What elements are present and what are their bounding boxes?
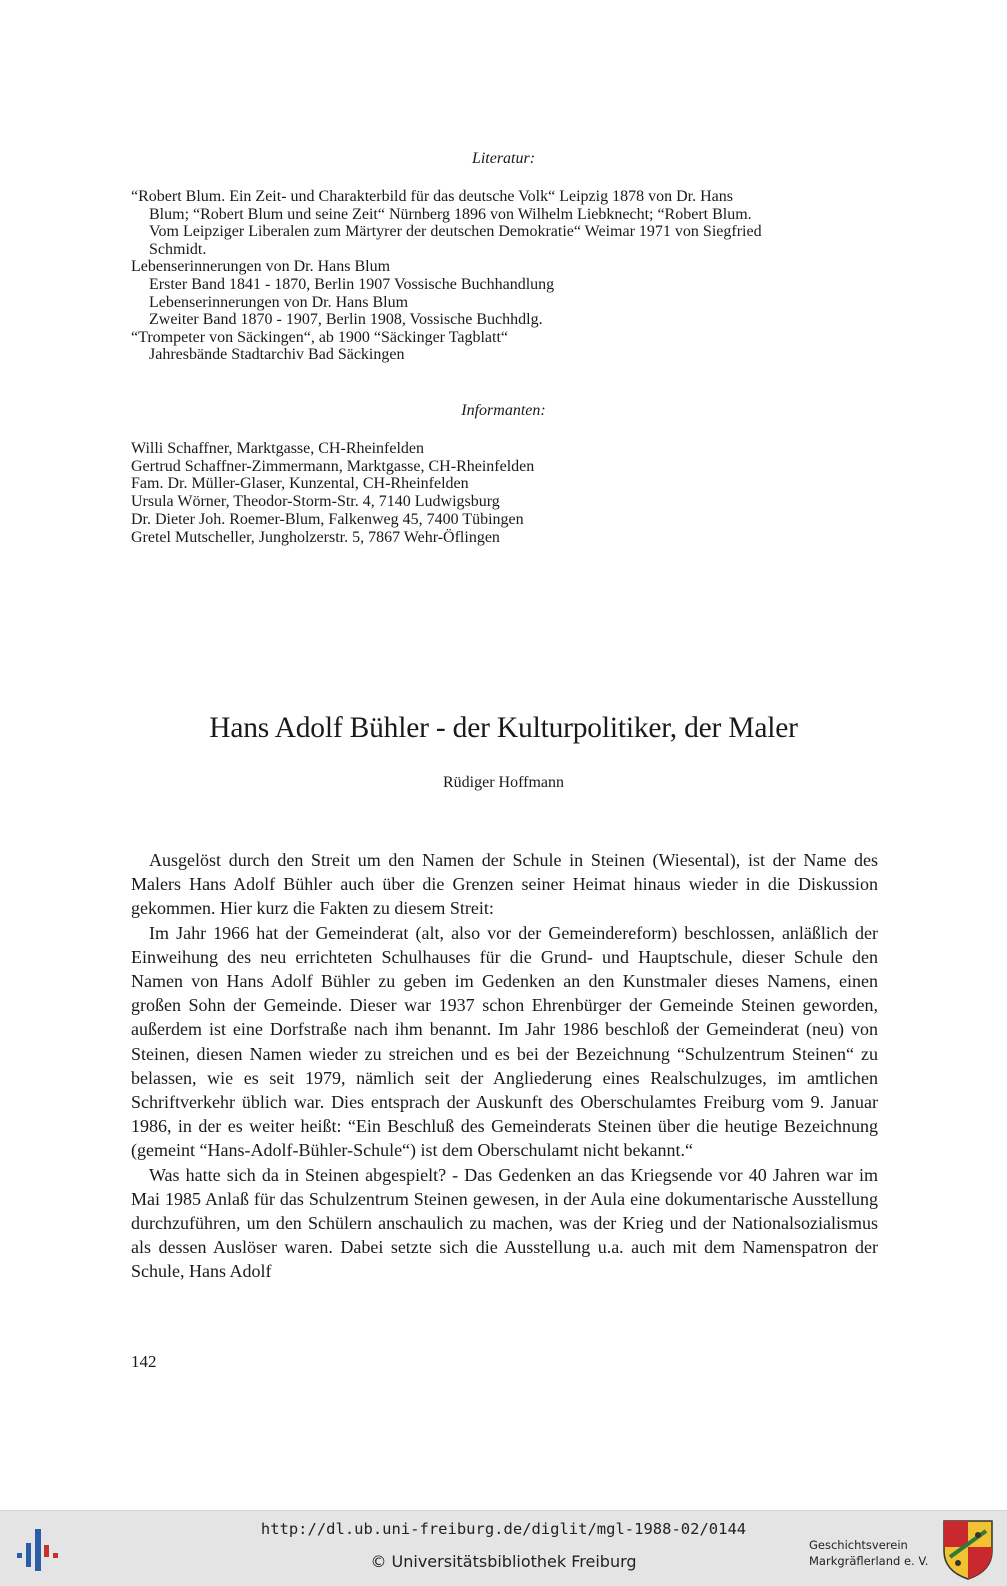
informant-line: Dr. Dieter Joh. Roemer-Blum, Falkenweg 45, 7400 Tübingen — [131, 510, 524, 528]
footer-bar — [0, 1510, 1007, 1586]
article-author: Rüdiger Hoffmann — [442, 774, 564, 791]
body-paragraph: Ausgelöst durch den Streit um den Namen der Schule in Steinen (Wiesental), ist der Name des Malers Hans Adolf Bühler auch über die Grenzen seiner Heimat hinaus wieder in die Diskussion gekommen. Hier kurz die Fakten zu diesem Streit: — [131, 850, 878, 919]
literature-line: Schmidt. — [149, 240, 207, 258]
informant-line: Gretel Mutscheller, Jungholzerstr. 5, 7867 Wehr-Öflingen — [131, 528, 500, 546]
body-paragraph: Im Jahr 1966 hat der Gemeinderat (alt, also vor der Gemeindereform) beschlossen, anläßlich der Einweihung des neu errichteten Schulhauses für die Grund- und Hauptschule, dieser Schule den Namen von Hans Adolf Bühler zu geben im Gedenken an den Kunstmaler dieses Namens, einen großen Sohn der Gemeinde. Dieser war 1937 schon Ehrenbürger der Gemeinde Steinen geworden, außerdem ist eine Dorfstraße nach ihm benannt. Im Jahr 1986 beschloß der Gemeinderat (neu) von Steinen, diesen Namen wieder zu streichen und es bei der Bezeichnung “Schulzentrum Steinen“ zu belassen, wie es seit 1979, nämlich seit der Angliederung eines Realschulzuges, im amtlichen Schriftverkehr üblich war. Dies entsprach der Auskunft des Oberschulamtes Freiburg vom 9. Januar 1986, in der es weiter heißt: “Ein Beschluß des Gemeinderats Steinen über die heutige Bezeichnung (gemeint “Hans-Adolf-Bühler-Schule“) ist dem Oberschulamt nicht bekannt.“ — [131, 922, 878, 1161]
literature-line: Zweiter Band 1870 - 1907, Berlin 1908, Vossische Buchhdlg. — [149, 311, 543, 329]
literature-line: “Robert Blum. Ein Zeit- und Charakterbild für das deutsche Volk“ Leipzig 1878 von Dr. Hans — [131, 188, 733, 205]
literature-line: Lebenserinnerungen von Dr. Hans Blum — [131, 258, 391, 276]
literature-line: Blum; “Robert Blum und seine Zeit“ Nürnberg 1896 von Wilhelm Liebknecht; “Robert Blum. — [149, 205, 752, 223]
informant-line: Ursula Wörner, Theodor-Storm-Str. 4, 7140 Ludwigsburg — [131, 493, 500, 511]
literature-line: Vom Leipziger Liberalen zum Märtyrer der deutschen Demokratie“ Weimar 1971 von Siegfried — [149, 223, 762, 241]
informants-heading: Informanten: — [461, 402, 546, 419]
society-name — [809, 1537, 928, 1569]
informants-list — [131, 440, 878, 546]
article-body — [131, 848, 878, 1284]
society-name-line: Geschichtsverein — [809, 1538, 908, 1552]
literature-line: Lebenserinnerungen von Dr. Hans Blum — [149, 293, 409, 311]
society-crest-icon — [940, 1517, 996, 1581]
literature-line: “Trompeter von Säckingen“, ab 1900 “Säckinger Tagblatt“ — [131, 328, 508, 346]
literature-heading: Literatur: — [471, 150, 536, 167]
informant-line: Fam. Dr. Müller-Glaser, Kunzental, CH-Rheinfelden — [131, 475, 469, 493]
literature-line: Jahresbände Stadtarchiv Bad Säckingen — [149, 346, 405, 364]
article-title: Hans Adolf Bühler - der Kulturpolitiker, der Maler — [209, 712, 798, 744]
literature-list — [131, 188, 878, 364]
page-number: 142 — [131, 1352, 157, 1371]
source-url-link[interactable]: http://dl.ub.uni-freiburg.de/diglit/mgl-1988-02/0144 — [260, 1520, 747, 1538]
copyright-notice: © Universitätsbibliothek Freiburg — [370, 1552, 637, 1571]
body-paragraph: Was hatte sich da in Steinen abgespielt? - Das Gedenken an das Kriegsende vor 40 Jahren war im Mai 1985 Anlaß für das Schulzentrum Steinen gewesen, in der Aula eine dokumentarische Ausstellung durchzuführen, um den Schülern anschaulich zu machen, was der Krieg und der Nationalsozialismus als dessen Auslöser waren. Dabei setzte sich die Ausstellung u.a. auch mit dem Namenspatron der Schule, Hans Adolf — [131, 1164, 878, 1282]
society-name-line: Markgräflerland e. V. — [809, 1554, 929, 1568]
informant-line: Gertrud Schaffner-Zimmermann, Marktgasse, CH-Rheinfelden — [131, 457, 535, 475]
literature-line: Erster Band 1841 - 1870, Berlin 1907 Vossische Buchhandlung — [149, 275, 555, 293]
informant-line: Willi Schaffner, Marktgasse, CH-Rheinfelden — [131, 440, 425, 457]
